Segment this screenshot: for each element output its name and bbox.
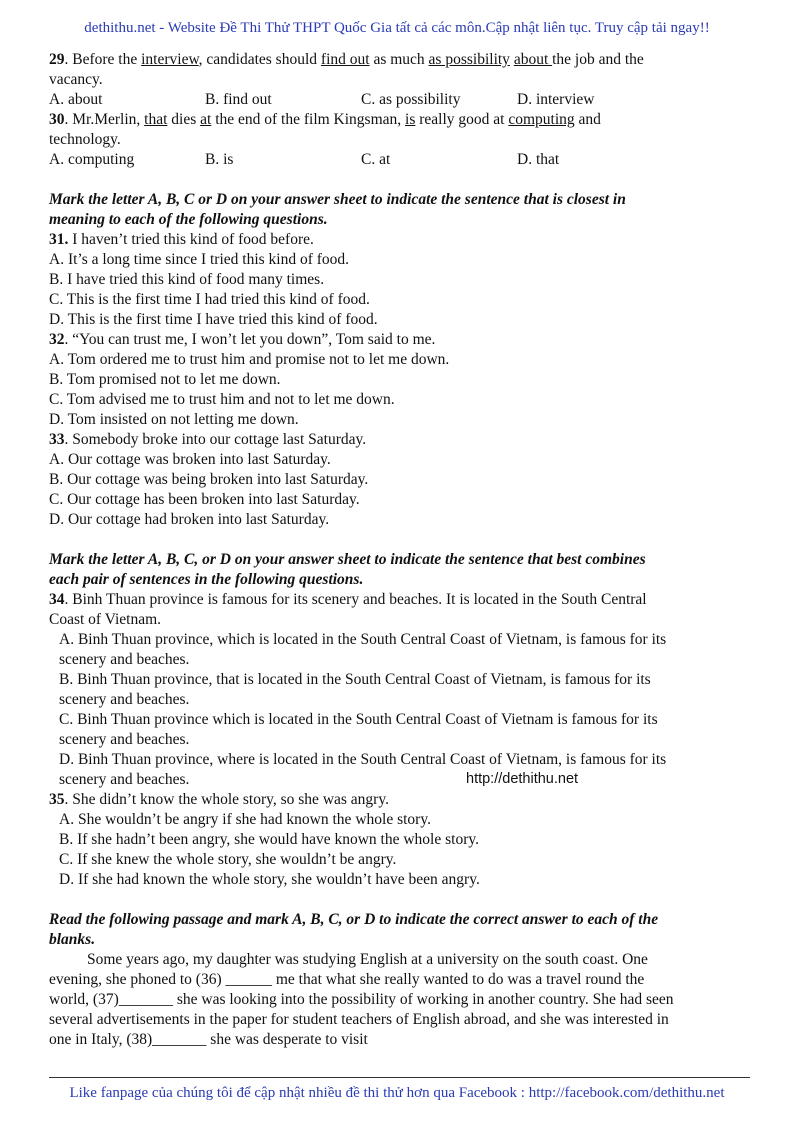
question-text: as much xyxy=(369,51,429,68)
question-text: . Before the xyxy=(64,51,142,68)
section-instruction: each pair of sentences in the following questions. xyxy=(49,571,364,588)
option-d: D. This is the first time I have tried this kind of food. xyxy=(49,311,378,328)
question-text: . Mr.Merlin, xyxy=(64,111,145,128)
question-text: really good at xyxy=(415,111,509,128)
section-instruction: blanks. xyxy=(49,931,96,948)
option-c: C. If she knew the whole story, she wouldn’t be angry. xyxy=(59,851,397,868)
page-header: dethithu.net - Website Đề Thi Thử THPT Quốc Gia tất cả các môn.Cập nhật liên tục. Truy cập tải ngay!! xyxy=(84,20,710,36)
question-29-continuation: vacancy. xyxy=(49,71,103,88)
underlined-word: as possibility xyxy=(428,51,510,68)
question-30 xyxy=(49,110,749,130)
option-b: B. Our cottage was being broken into last Saturday. xyxy=(49,471,369,488)
question-29-options xyxy=(49,90,749,110)
option-c: C. This is the first time I had tried this kind of food. xyxy=(49,291,370,308)
option-b: B. If she hadn’t been angry, she would have known the whole story. xyxy=(59,831,479,848)
section-instruction: Mark the letter A, B, C, or D on your answer sheet to indicate the sentence that best combines xyxy=(49,551,646,568)
passage-line: evening, she phoned to (36) ______ me that what she really wanted to do was a travel round the xyxy=(49,971,645,988)
option-c: C. as possibility xyxy=(361,91,461,108)
question-text: , candidates should xyxy=(198,51,321,68)
option-a: A. She wouldn’t be angry if she had known the whole story. xyxy=(59,811,431,828)
document-body xyxy=(49,50,749,1050)
option-d: D. Our cottage had broken into last Saturday. xyxy=(49,511,330,528)
question-text: . Binh Thuan province is famous for its scenery and beaches. It is located in the South Central xyxy=(64,591,647,608)
option-b: B. I have tried this kind of food many times. xyxy=(49,271,325,288)
question-33 xyxy=(49,430,749,450)
question-number: 31. xyxy=(49,231,69,248)
question-34 xyxy=(49,590,749,610)
question-text: the job and the xyxy=(552,51,644,68)
watermark-link: http://dethithu.net xyxy=(466,771,579,787)
underlined-word: interview xyxy=(141,51,199,68)
option-a-continuation: scenery and beaches. xyxy=(59,651,190,668)
question-number: 33 xyxy=(49,431,65,448)
question-text: I haven’t tried this kind of food before. xyxy=(68,231,314,248)
question-text: . “You can trust me, I won’t let you down”, Tom said to me. xyxy=(64,331,436,348)
option-c-continuation: scenery and beaches. xyxy=(59,731,190,748)
option-a: A. Our cottage was broken into last Saturday. xyxy=(49,451,331,468)
option-d: D. If she had known the whole story, she wouldn’t have been angry. xyxy=(59,871,480,888)
question-31 xyxy=(49,230,749,250)
option-a: A. about xyxy=(49,91,103,108)
option-b: B. is xyxy=(205,151,234,168)
option-d: D. interview xyxy=(517,91,595,108)
option-b: B. Binh Thuan province, that is located in the South Central Coast of Vietnam, is famous for its xyxy=(59,671,651,688)
question-35 xyxy=(49,790,749,810)
option-c: C. Tom advised me to trust him and not to let me down. xyxy=(49,391,395,408)
question-32 xyxy=(49,330,749,350)
option-b: B. find out xyxy=(205,91,272,108)
underlined-word: at xyxy=(200,111,212,128)
passage-line: Some years ago, my daughter was studying English at a university on the south coast. One xyxy=(87,951,648,968)
question-text: . She didn’t know the whole story, so she was angry. xyxy=(64,791,389,808)
question-29 xyxy=(49,50,749,70)
question-number: 29 xyxy=(49,51,65,68)
page-footer: Like fanpage của chúng tôi để cập nhật nhiều đề thi thử hơn qua Facebook : http://facebook.com/dethithu.net xyxy=(69,1085,725,1101)
underlined-word: that xyxy=(144,111,168,128)
option-d: D. Binh Thuan province, where is located in the South Central Coast of Vietnam, is famous for its xyxy=(59,751,667,768)
question-30-options xyxy=(49,150,749,170)
question-number: 32 xyxy=(49,331,65,348)
option-a: A. computing xyxy=(49,151,135,168)
section-instruction: meaning to each of the following questions. xyxy=(49,211,328,228)
option-b-continuation: scenery and beaches. xyxy=(59,691,190,708)
question-text: and xyxy=(574,111,601,128)
section-instruction: Read the following passage and mark A, B, C, or D to indicate the correct answer to each of the xyxy=(49,911,659,928)
question-34-continuation: Coast of Vietnam. xyxy=(49,611,162,628)
footer-divider xyxy=(49,1077,750,1078)
question-30-continuation: technology. xyxy=(49,131,121,148)
option-a: A. Tom ordered me to trust him and promise not to let me down. xyxy=(49,351,450,368)
passage-line: world, (37)_______ she was looking into the possibility of working in another country. She had seen xyxy=(49,991,674,1008)
question-text: dies xyxy=(167,111,201,128)
question-number: 35 xyxy=(49,791,65,808)
underlined-word: computing xyxy=(508,111,575,128)
question-text: the end of the film Kingsman, xyxy=(211,111,406,128)
section-instruction: Mark the letter A, B, C or D on your answer sheet to indicate the sentence that is closest in xyxy=(49,191,626,208)
option-b: B. Tom promised not to let me down. xyxy=(49,371,281,388)
question-text: . Somebody broke into our cottage last Saturday. xyxy=(64,431,367,448)
underlined-word: about xyxy=(513,51,553,68)
option-d: D. that xyxy=(517,151,560,168)
underlined-word: find out xyxy=(320,51,370,68)
option-d-continuation: scenery and beaches. xyxy=(59,771,190,788)
option-c: C. Our cottage has been broken into last Saturday. xyxy=(49,491,360,508)
question-number: 34 xyxy=(49,591,65,608)
option-a: A. It’s a long time since I tried this kind of food. xyxy=(49,251,350,268)
question-number: 30 xyxy=(49,111,65,128)
option-d: D. Tom insisted on not letting me down. xyxy=(49,411,299,428)
option-a: A. Binh Thuan province, which is located in the South Central Coast of Vietnam, is famous for its xyxy=(59,631,667,648)
passage-line: several advertisements in the paper for student teachers of English abroad, and she was interested in xyxy=(49,1011,669,1028)
option-c: C. at xyxy=(361,151,391,168)
option-c: C. Binh Thuan province which is located in the South Central Coast of Vietnam is famous for its xyxy=(59,711,658,728)
underlined-word: is xyxy=(405,111,416,128)
passage-line: one in Italy, (38)_______ she was desperate to visit xyxy=(49,1031,368,1048)
